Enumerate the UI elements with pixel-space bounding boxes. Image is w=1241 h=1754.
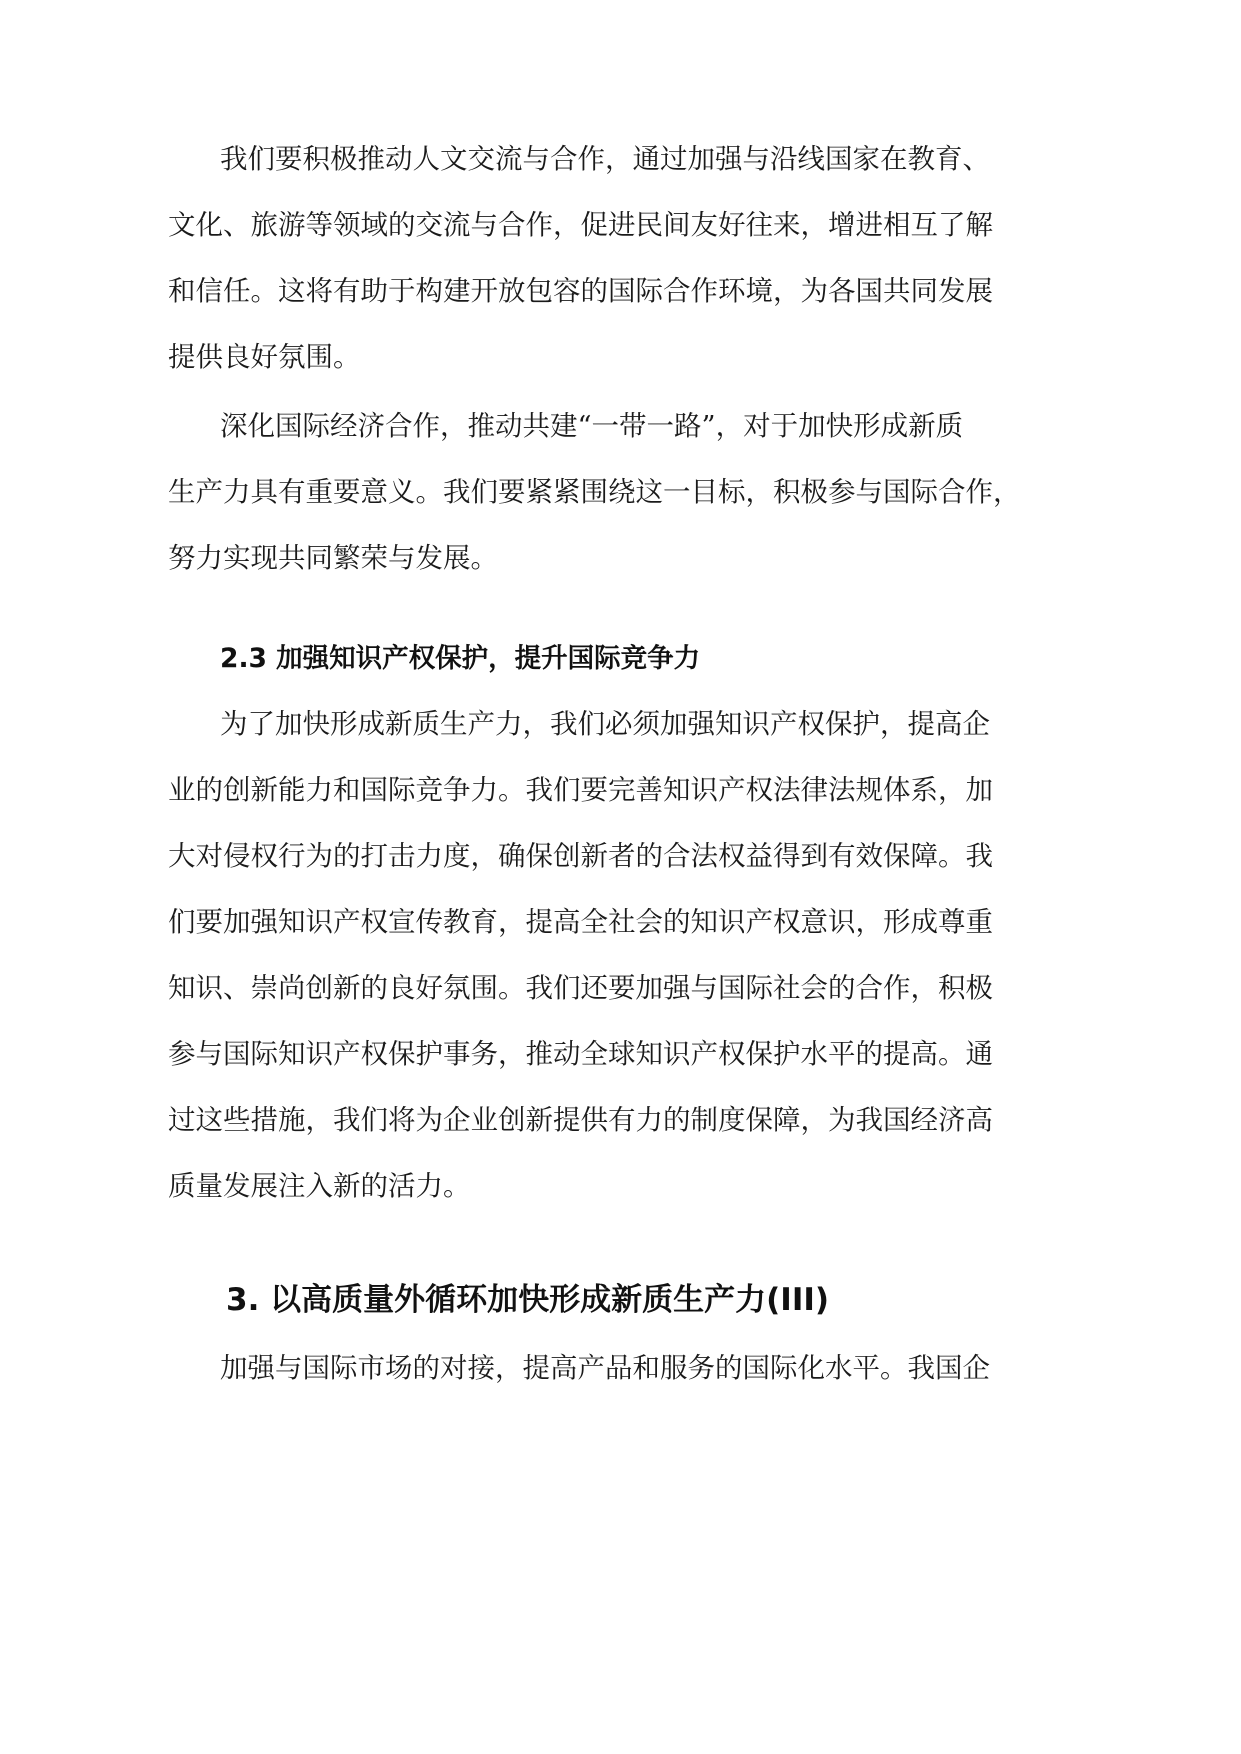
paragraph-line: 提供良好氛围。	[168, 341, 361, 373]
paragraph-line: 加强与国际市场的对接，提高产品和服务的国际化水平。我国企	[220, 1352, 990, 1384]
paragraph-line: 知识、崇尚创新的良好氛围。我们还要加强与国际社会的合作，积极	[168, 972, 993, 1004]
paragraph-line: 质量发展注入新的活力。	[168, 1170, 471, 1202]
chapter-heading: 3. 以高质量外循环加快形成新质生产力(III)	[226, 1282, 830, 1318]
paragraph-line: 为了加快形成新质生产力，我们必须加强知识产权保护，提高企	[220, 708, 990, 740]
paragraph-line: 们要加强知识产权宣传教育，提高全社会的知识产权意识，形成尊重	[168, 906, 993, 938]
paragraph-line: 深化国际经济合作，推动共建“一带一路”，对于加快形成新质	[220, 410, 964, 442]
paragraph-line: 参与国际知识产权保护事务，推动全球知识产权保护水平的提高。通	[168, 1038, 993, 1070]
paragraph-line: 过这些措施，我们将为企业创新提供有力的制度保障，为我国经济高	[168, 1104, 993, 1136]
paragraph-line: 生产力具有重要意义。我们要紧紧围绕这一目标，积极参与国际合作，	[168, 476, 1021, 508]
paragraph-line: 我们要积极推动人文交流与合作，通过加强与沿线国家在教育、	[220, 143, 990, 175]
paragraph-line: 努力实现共同繁荣与发展。	[168, 542, 498, 574]
paragraph-line: 业的创新能力和国际竞争力。我们要完善知识产权法律法规体系，加	[168, 774, 993, 806]
paragraph-line: 和信任。这将有助于构建开放包容的国际合作环境，为各国共同发展	[168, 275, 993, 307]
paragraph-line: 大对侵权行为的打击力度，确保创新者的合法权益得到有效保障。我	[168, 840, 993, 872]
section-heading: 2.3 加强知识产权保护，提升国际竞争力	[220, 643, 701, 674]
paragraph-line: 文化、旅游等领域的交流与合作，促进民间友好往来，增进相互了解	[168, 209, 993, 241]
